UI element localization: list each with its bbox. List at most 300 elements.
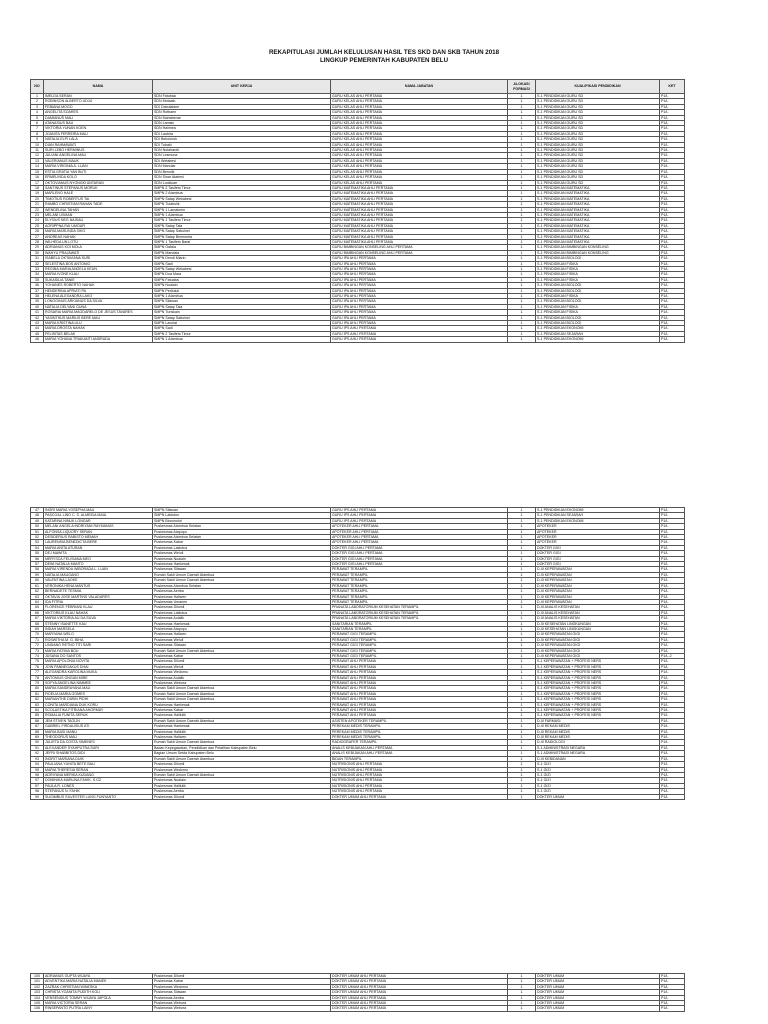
cell-nama-jabatan: NUTRISIONIS AHLI PERTAMA xyxy=(331,762,508,767)
cell-no: 90 xyxy=(31,740,44,745)
cell-unit-kerja: Puskesmas Laktutus xyxy=(153,610,331,615)
cell-nama-jabatan: GURU IPA AHLI PERTAMA xyxy=(331,277,508,282)
cell-ket: P1/L xyxy=(660,675,685,680)
cell-alokasi: 1 xyxy=(508,294,536,299)
cell-nama-jabatan: PRANATA LABORATORIUM KESEHATAN TERAMPIL xyxy=(331,610,508,615)
cell-ket: P1/L xyxy=(660,974,685,979)
cell-no: 68 xyxy=(31,621,44,626)
cell-nama: GABRIEL FIRDAUSIUS ATI xyxy=(44,724,153,729)
cell-nama-jabatan: DOKTER UMUM AHLI PERTAMA xyxy=(331,979,508,984)
cell-nama-jabatan: GURU KELAS AHLI PERTAMA xyxy=(331,164,508,169)
cell-nama: JOIN PANNEGAKUS DHAI xyxy=(44,664,153,669)
cell-alokasi: 1 xyxy=(508,984,536,989)
cell-unit-kerja: SDN Motaain xyxy=(153,99,331,104)
cell-alokasi: 1 xyxy=(508,321,536,326)
cell-kualifikasi: S-1 PENDIDIKAN GURU SD xyxy=(536,153,660,158)
cell-alokasi: 1 xyxy=(508,572,536,577)
cell-ket: P1/L xyxy=(660,599,685,604)
cell-no: 5 xyxy=(31,115,44,120)
cell-unit-kerja: Puskesmas Webora xyxy=(153,1001,331,1006)
cell-kualifikasi: DOKTER GIGI xyxy=(536,556,660,561)
cell-kualifikasi: S-1 PENDIDIKAN GURU SD xyxy=(536,115,660,120)
cell-nama: THEODORUS MAU xyxy=(44,735,153,740)
cell-ket: P1/L xyxy=(660,626,685,631)
cell-kualifikasi: S-1 PENDIDIKAN FISIKA xyxy=(536,272,660,277)
cell-kualifikasi: S-1 PENDIDIKAN MATEMATIKA xyxy=(536,191,660,196)
cell-ket: P1/L xyxy=(660,524,685,529)
cell-unit-kerja: SMPN Lacolat xyxy=(153,321,331,326)
cell-unit-kerja: SDN Lookluan xyxy=(153,180,331,185)
cell-nama-jabatan: GURU IPS AHLI PERTAMA xyxy=(331,513,508,518)
cell-nama: PASCOAL LINO C. S. ALMEIDA MAIA xyxy=(44,513,153,518)
cell-no: 63 xyxy=(31,594,44,599)
cell-no: 80 xyxy=(31,686,44,691)
cell-nama: DEWI NATALIA MANTO xyxy=(44,562,153,567)
cell-nama-jabatan: ANALIS KEBIJAKAN AHLI PERTAMA xyxy=(331,745,508,750)
cell-ket: P1/L xyxy=(660,740,685,745)
cell-nama: KATARINA NINUK LONGAR xyxy=(44,518,153,523)
cell-no: 88 xyxy=(31,729,44,734)
cell-ket: P1/L xyxy=(660,137,685,142)
cell-ket: P1/L xyxy=(660,789,685,794)
cell-kualifikasi: S-1 PENDIDIKAN BIOLOGI xyxy=(536,299,660,304)
cell-unit-kerja: SDN Fatubaa xyxy=(153,94,331,99)
cell-kualifikasi: S-1 KEPERAWATAN + PROFESI NERS xyxy=(536,708,660,713)
cell-ket: P1/L xyxy=(660,239,685,244)
cell-nama: MELANI USMAN xyxy=(44,212,153,217)
cell-nama: ALEXANDER SYAHPUTRA SURI xyxy=(44,745,153,750)
cell-alokasi: 1 xyxy=(508,540,536,545)
cell-no: 35 xyxy=(31,277,44,282)
cell-no: 16 xyxy=(31,175,44,180)
cell-nama: MARIA APOLONIA NOVITA xyxy=(44,659,153,664)
cell-kualifikasi: D-III KEBIDANAN xyxy=(536,756,660,761)
cell-nama: MARIA VIRGINIA A. LUAN xyxy=(44,164,153,169)
cell-no: 70 xyxy=(31,632,44,637)
cell-nama: DAMIANUS MAU xyxy=(44,115,153,120)
cell-alokasi: 1 xyxy=(508,202,536,207)
cell-ket: P1/L xyxy=(660,643,685,648)
cell-no: 29 xyxy=(31,245,44,250)
cell-nama: SANTINUS STEFANUS MORUK xyxy=(44,185,153,190)
cell-ket: P1/L xyxy=(660,304,685,309)
cell-no: 6 xyxy=(31,121,44,126)
cell-kualifikasi: S-1 PENDIDIKAN EKONOMI xyxy=(536,337,660,342)
cell-kualifikasi: S-1 PENDIDIKAN FISIKA xyxy=(536,261,660,266)
cell-ket: P1/L xyxy=(660,110,685,115)
cell-alokasi: 1 xyxy=(508,288,536,293)
cell-alokasi: 1 xyxy=(508,191,536,196)
cell-no: 44 xyxy=(31,326,44,331)
cell-no: 97 xyxy=(31,783,44,788)
cell-ket: P1/L xyxy=(660,724,685,729)
cell-nama-jabatan: GURU KELAS AHLI PERTAMA xyxy=(331,99,508,104)
cell-ket: P1/L xyxy=(660,294,685,299)
cell-ket: P1/L xyxy=(660,567,685,572)
cell-alokasi: 1 xyxy=(508,783,536,788)
cell-alokasi: 1 xyxy=(508,94,536,99)
cell-ket: P1/L xyxy=(660,310,685,315)
cell-nama: NATALIA DELYANI GUNA xyxy=(44,304,153,309)
cell-unit-kerja: Puskesmas Umanen xyxy=(153,599,331,604)
cell-nama: ADRIANUS GUPTA WIJAYA xyxy=(44,974,153,979)
cell-no: 3 xyxy=(31,104,44,109)
cell-nama: TIMOTIUS ROBERTUS TAI xyxy=(44,196,153,201)
cell-no: 4 xyxy=(31,110,44,115)
cell-nama: ADRIYANA MERIKA KUDANG xyxy=(44,772,153,777)
cell-nama-jabatan: GURU IPA AHLI PERTAMA xyxy=(331,321,508,326)
cell-nama: VALENTINA LAOKE xyxy=(44,578,153,583)
cell-no: 55 xyxy=(31,551,44,556)
cell-alokasi: 1 xyxy=(508,310,536,315)
cell-no: 37 xyxy=(31,288,44,293)
cell-alokasi: 1 xyxy=(508,772,536,777)
cell-alokasi: 1 xyxy=(508,180,536,185)
cell-no: 98 xyxy=(31,789,44,794)
cell-unit-kerja: Puskesmas Kabar xyxy=(153,979,331,984)
cell-ket: P1/L xyxy=(660,632,685,637)
cell-nama-jabatan: DOKTER UMUM AHLI PERTAMA xyxy=(331,990,508,995)
cell-unit-kerja: Puskesmas Haekesak xyxy=(153,621,331,626)
cell-no: 75 xyxy=(31,659,44,664)
cell-kualifikasi: S-1 PENDIDIKAN MATEMATIKA xyxy=(536,212,660,217)
cell-ket: P1/L xyxy=(660,729,685,734)
cell-alokasi: 1 xyxy=(508,713,536,718)
cell-nama-jabatan: PRANATA LABORATORIUM KESEHATAN TERAMPIL xyxy=(331,605,508,610)
cell-unit-kerja: Puskesmas Aeriba xyxy=(153,589,331,594)
cell-no: 27 xyxy=(31,234,44,239)
cell-nama-jabatan: DOKTER GIGI AHLI PERTAMA xyxy=(331,556,508,561)
cell-no: 39 xyxy=(31,299,44,304)
cell-kualifikasi: S-1 PENDIDIKAN FISIKA xyxy=(536,310,660,315)
cell-unit-kerja: SMPN 1 Atambua xyxy=(153,212,331,217)
cell-kualifikasi: D-III KEPERAWATAN GIGI xyxy=(536,653,660,658)
cell-nama: VIKTORIA YUNAN KOEN xyxy=(44,126,153,131)
cell-unit-kerja: Puskesmas Laktutus xyxy=(153,545,331,550)
cell-ket: P1/L xyxy=(660,659,685,664)
cell-unit-kerja: SMPN Turiskain xyxy=(153,310,331,315)
cell-nama-jabatan: GURU MATEMATIKA AHLI PERTAMA xyxy=(331,234,508,239)
cell-no: 86 xyxy=(31,718,44,723)
cell-nama: OKTAVIA JOSE MARTINS VALADARES xyxy=(44,594,153,599)
cell-nama-jabatan: PERAWAT GIGI TERAMPIL xyxy=(331,653,508,658)
cell-nama: WILHEDA UN LOTU xyxy=(44,239,153,244)
cell-alokasi: 1 xyxy=(508,756,536,761)
cell-kualifikasi: S-1 KEPERAWATAN + PROFESI NERS xyxy=(536,697,660,702)
cell-no: 91 xyxy=(31,745,44,750)
cell-kualifikasi: S-1 PENDIDIKAN MATEMATIKA xyxy=(536,185,660,190)
cell-unit-kerja: Puskesmas Halilulik xyxy=(153,713,331,718)
cell-nama: IMELDA SERAN xyxy=(44,94,153,99)
cell-nama-jabatan: PERAWAT AHLI PERTAMA xyxy=(331,664,508,669)
cell-alokasi: 1 xyxy=(508,239,536,244)
cell-alokasi: 1 xyxy=(508,304,536,309)
cell-kualifikasi: S-1 PENDIDIKAN BIMBINGAN KONSELING xyxy=(536,250,660,255)
cell-alokasi: 1 xyxy=(508,979,536,984)
cell-ket: P1/L xyxy=(660,267,685,272)
cell-nama: DIAN RAHMAWATI xyxy=(44,142,153,147)
cell-kualifikasi: S-1 KEPERAWATAN + PROFESI NERS xyxy=(536,670,660,675)
cell-unit-kerja: SMPN 1 Lamaknen xyxy=(153,207,331,212)
cell-alokasi: 1 xyxy=(508,578,536,583)
cell-kualifikasi: S-1 PENDIDIKAN MATEMATIKA xyxy=(536,196,660,201)
cell-nama: LONGGINUS ARKIANUS DA SILVA xyxy=(44,299,153,304)
cell-nama-jabatan: DOKTER UMUM AHLI PERTAMA xyxy=(331,1001,508,1006)
cell-unit-kerja: Puskesmas Weluli xyxy=(153,664,331,669)
cell-nama-jabatan: DOKTER UMUM AHLI PERTAMA xyxy=(331,974,508,979)
cell-nama: MARIA MARLINDA SIKO xyxy=(44,229,153,234)
cell-alokasi: 1 xyxy=(508,131,536,136)
cell-nama: ROBINSON ALBERTO UDJU xyxy=(44,99,153,104)
cell-nama: HENDERINA APRIATI PA xyxy=(44,288,153,293)
cell-no: 59 xyxy=(31,572,44,577)
cell-alokasi: 1 xyxy=(508,599,536,604)
cell-kualifikasi: S-1 PENDIDIKAN BIOLOGI xyxy=(536,256,660,261)
cell-unit-kerja: SDI Bekoluruk xyxy=(153,137,331,142)
cell-no: 14 xyxy=(31,164,44,169)
cell-kualifikasi: S-1 PENDIDIKAN FISIKA xyxy=(536,294,660,299)
cell-no: 17 xyxy=(31,180,44,185)
cell-nama: MARIA VIRENDA WIBORADA L. LUAN xyxy=(44,567,153,572)
cell-nama-jabatan: GURU MATEMATIKA AHLI PERTAMA xyxy=(331,239,508,244)
cell-unit-kerja: Bagian Umum Setda Kabupaten Belu xyxy=(153,751,331,756)
cell-unit-kerja: Puskesmas Haekesak xyxy=(153,702,331,707)
cell-no: 32 xyxy=(31,261,44,266)
cell-ket: P1/L xyxy=(660,315,685,320)
cell-alokasi: 1 xyxy=(508,169,536,174)
cell-nama: VIKTORIUS KLAU NAHAK xyxy=(44,610,153,615)
cell-nama: MARYANA WELO xyxy=(44,632,153,637)
cell-alokasi: 1 xyxy=(508,718,536,723)
cell-no: 21 xyxy=(31,202,44,207)
cell-alokasi: 1 xyxy=(508,529,536,534)
cell-nama: NATALIA ELPI LALA xyxy=(44,137,153,142)
cell-nama-jabatan: GURU IPA AHLI PERTAMA xyxy=(331,267,508,272)
cell-ket: P1/L xyxy=(660,718,685,723)
cell-ket: P1/L xyxy=(660,670,685,675)
cell-ket: P1/L xyxy=(660,326,685,331)
cell-kualifikasi: D-III KEPERAWATAN xyxy=(536,567,660,572)
cell-unit-kerja: SDN Benulik xyxy=(153,169,331,174)
cell-nama-jabatan: DOKTER GIGI AHLI PERTAMA xyxy=(331,562,508,567)
cell-no: 9 xyxy=(31,137,44,142)
cell-alokasi: 1 xyxy=(508,1001,536,1006)
cell-nama: SOFYA ANGELINA NIMMEE xyxy=(44,681,153,686)
cell-kualifikasi: S-1 PENDIDIKAN GURU SD xyxy=(536,169,660,174)
cell-kualifikasi: DOKTER UMUM xyxy=(536,995,660,1000)
cell-unit-kerja: Rumah Sakit Umum Daerah Atambua xyxy=(153,740,331,745)
cell-nama-jabatan: GURU IPS AHLI PERTAMA xyxy=(331,518,508,523)
cell-ket: P1/L xyxy=(660,691,685,696)
cell-unit-kerja: Rumah Sakit Umum Daerah Atambua xyxy=(153,578,331,583)
cell-nama: YOHANES ROBERTO NAHAK xyxy=(44,283,153,288)
cell-kualifikasi: D-III KEPERAWATAN xyxy=(536,599,660,604)
cell-nama: FEBIANA MOGO xyxy=(44,104,153,109)
cell-nama: MARIA BASI MANU xyxy=(44,729,153,734)
cell-ket: P1/L xyxy=(660,175,685,180)
cell-nama: ESTIA GRATIA YAN BUTI xyxy=(44,169,153,174)
cell-kualifikasi: S-1 PENDIDIKAN EKONOMI xyxy=(536,518,660,523)
cell-nama: ANTONIUS ONGAN MIRE xyxy=(44,675,153,680)
cell-no: 69 xyxy=(31,626,44,631)
cell-unit-kerja: Puskesmas Dilumil xyxy=(153,974,331,979)
cell-no: 99 xyxy=(31,794,44,799)
cell-ket: P1/L xyxy=(660,686,685,691)
cell-no: 79 xyxy=(31,681,44,686)
cell-ket: P1/L xyxy=(660,540,685,545)
cell-unit-kerja: SDN Manular xyxy=(153,164,331,169)
cell-kualifikasi: S-1 PENDIDIKAN FISIKA xyxy=(536,277,660,282)
cell-kualifikasi: S-1 PENDIDIKAN MATEMATIKA xyxy=(536,239,660,244)
cell-nama: DESIDERIUS RABISTO MEMAH xyxy=(44,535,153,540)
cell-alokasi: 1 xyxy=(508,175,536,180)
cell-nama: DOMINIKA MARLINA FAHIK. S.GZ xyxy=(44,778,153,783)
cell-kualifikasi: APOTEKER xyxy=(536,540,660,545)
cell-nama-jabatan: GURU KELAS AHLI PERTAMA xyxy=(331,169,508,174)
cell-nama-jabatan: APOTEKER AHLI PERTAMA xyxy=(331,540,508,545)
cell-kualifikasi: D-III REKAM MEDIS xyxy=(536,724,660,729)
cell-unit-kerja: Badan Kepegawaian, Pendidikan dan Pelatihan Kabupaten Belu xyxy=(153,745,331,750)
cell-no: 52 xyxy=(31,535,44,540)
cell-kualifikasi: DOKTER UMUM xyxy=(536,1001,660,1006)
cell-kualifikasi: D-III REKAM MEDIS xyxy=(536,729,660,734)
cell-unit-kerja: Puskesmas Aulalik xyxy=(153,675,331,680)
cell-ket: P1/L xyxy=(660,185,685,190)
cell-alokasi: 1 xyxy=(508,740,536,745)
cell-kualifikasi: S-1 ADMINISTRASI NEGARA xyxy=(536,751,660,756)
cell-unit-kerja: Rumah Sakit Umum Daerah Atambua xyxy=(153,697,331,702)
cell-nama-jabatan: PERAWAT AHLI PERTAMA xyxy=(331,675,508,680)
cell-ket: P1/L xyxy=(660,250,685,255)
cell-unit-kerja: SMPN Nualain xyxy=(153,283,331,288)
table-row xyxy=(31,337,685,342)
cell-no: 7 xyxy=(31,126,44,131)
cell-no: 26 xyxy=(31,229,44,234)
cell-unit-kerja: Rumah Sakit Umum Daerah Atambua xyxy=(153,772,331,777)
cell-ket: P1/L xyxy=(660,229,685,234)
cell-nama-jabatan: GURU KELAS AHLI PERTAMA xyxy=(331,115,508,120)
cell-no: 25 xyxy=(31,223,44,228)
cell-nama-jabatan: GURU KELAS AHLI PERTAMA xyxy=(331,180,508,185)
cell-no: 36 xyxy=(31,283,44,288)
cell-kualifikasi: D-III FARMASI xyxy=(536,718,660,723)
cell-no: 28 xyxy=(31,239,44,244)
cell-unit-kerja: Puskesmas Nualain xyxy=(153,556,331,561)
cell-alokasi: 1 xyxy=(508,164,536,169)
cell-nama-jabatan: GURU IPA AHLI PERTAMA xyxy=(331,256,508,261)
cell-unit-kerja: Puskesmas Silawan xyxy=(153,990,331,995)
cell-no: 40 xyxy=(31,304,44,309)
cell-alokasi: 1 xyxy=(508,729,536,734)
cell-unit-kerja: Rumah Sakit Umum Daerah Atambua xyxy=(153,686,331,691)
cell-ket: P1/L xyxy=(660,637,685,642)
cell-nama-jabatan: PERAWAT AHLI PERTAMA xyxy=(331,691,508,696)
cell-unit-kerja: SMPN 1 Tasifeto Timur xyxy=(153,218,331,223)
cell-no: 103 xyxy=(31,990,44,995)
cell-kualifikasi: S-1 PENDIDIKAN GURU SD xyxy=(536,104,660,109)
cell-kualifikasi: S-1 PENDIDIKAN EKONOMI xyxy=(536,508,660,513)
cell-nama-jabatan: GURU IPA AHLI PERTAMA xyxy=(331,272,508,277)
cell-alokasi: 1 xyxy=(508,277,536,282)
cell-nama-jabatan: ANALIS KEBIJAKAN AHLI PERTAMA xyxy=(331,751,508,756)
cell-unit-kerja: Puskesmas Dilumil xyxy=(153,605,331,610)
cell-no: 11 xyxy=(31,148,44,153)
cell-kualifikasi: S-1 PENDIDIKAN MATEMATIKA xyxy=(536,202,660,207)
table-page-1 xyxy=(30,79,685,343)
cell-alokasi: 1 xyxy=(508,990,536,995)
cell-alokasi: 1 xyxy=(508,648,536,653)
cell-ket: P1/L xyxy=(660,202,685,207)
cell-no: 18 xyxy=(31,185,44,190)
cell-unit-kerja: SDI Laobira xyxy=(153,131,331,136)
cell-nama-jabatan: NUTRISIONIS AHLI PERTAMA xyxy=(331,778,508,783)
cell-alokasi: 1 xyxy=(508,115,536,120)
cell-no: 92 xyxy=(31,751,44,756)
cell-kualifikasi: D-III RADIOLOGI xyxy=(536,740,660,745)
cell-kualifikasi: D-III KEPERAWATAN xyxy=(536,594,660,599)
cell-alokasi: 1 xyxy=(508,708,536,713)
cell-kualifikasi: D-III KEPERAWATAN xyxy=(536,572,660,577)
cell-kualifikasi: D-III ANALIS KESEHATAN xyxy=(536,605,660,610)
cell-nama-jabatan: PERAWAT GIGI TERAMPIL xyxy=(331,637,508,642)
cell-no: 41 xyxy=(31,310,44,315)
cell-nama-jabatan: GURU KELAS AHLI PERTAMA xyxy=(331,110,508,115)
cell-nama-jabatan: GURU KELAS AHLI PERTAMA xyxy=(331,121,508,126)
cell-no: 12 xyxy=(31,153,44,158)
header-alokasi: ALOKASI FORMASI xyxy=(508,80,536,94)
cell-nama: ELYSIUS NEG NAISAU xyxy=(44,218,153,223)
cell-alokasi: 1 xyxy=(508,702,536,707)
cell-nama-jabatan: GURU KELAS AHLI PERTAMA xyxy=(331,126,508,131)
cell-kualifikasi: APOTEKER xyxy=(536,524,660,529)
cell-nama: FIDELIA MARIA GOMES xyxy=(44,691,153,696)
cell-ket: P1/L xyxy=(660,115,685,120)
cell-alokasi: 1 xyxy=(508,121,536,126)
cell-nama-jabatan: PERAWAT TERAMPIL xyxy=(331,594,508,599)
cell-ket: P1/L xyxy=(660,261,685,266)
cell-kualifikasi: S-1 PENDIDIKAN MATEMATIKA xyxy=(536,234,660,239)
cell-alokasi: 1 xyxy=(508,256,536,261)
cell-no: 38 xyxy=(31,294,44,299)
cell-alokasi: 1 xyxy=(508,626,536,631)
cell-ket: P1/L xyxy=(660,605,685,610)
cell-nama-jabatan: GURU KELAS AHLI PERTAMA xyxy=(331,153,508,158)
cell-nama-jabatan: GURU IPA AHLI PERTAMA xyxy=(331,288,508,293)
cell-nama: MARIA KRISTINA ULU xyxy=(44,321,153,326)
cell-nama: BERNADETE TESMIA xyxy=(44,589,153,594)
cell-unit-kerja: SMPN 1 Atambua xyxy=(153,337,331,342)
cell-no: 2 xyxy=(31,99,44,104)
cell-nama-jabatan: SANITARIAN TERAMPIL xyxy=(331,621,508,626)
cell-no: 8 xyxy=(31,131,44,136)
cell-unit-kerja: SDI Dabulaiane xyxy=(153,104,331,109)
cell-nama-jabatan: NUTRISIONIS AHLI PERTAMA xyxy=(331,767,508,772)
cell-unit-kerja: Rumah Sakit Umum Daerah Atambua xyxy=(153,756,331,761)
cell-no: 13 xyxy=(31,158,44,163)
cell-nama-jabatan: GURU IPA AHLI PERTAMA xyxy=(331,315,508,320)
cell-no: 22 xyxy=(31,207,44,212)
cell-ket: P1/L xyxy=(660,984,685,989)
cell-ket: P1/L xyxy=(660,578,685,583)
cell-nama: STEFANUS N. FAHIK xyxy=(44,789,153,794)
cell-ket: P1/L xyxy=(660,545,685,550)
cell-ket: P1/L xyxy=(660,697,685,702)
cell-nama-jabatan: GURU IPS AHLI PERTAMA xyxy=(331,331,508,336)
cell-kualifikasi: DOKTER UMUM xyxy=(536,984,660,989)
cell-nama-jabatan: NUTRISIONIS AHLI PERTAMA xyxy=(331,783,508,788)
cell-no: 72 xyxy=(31,643,44,648)
cell-no: 15 xyxy=(31,169,44,174)
